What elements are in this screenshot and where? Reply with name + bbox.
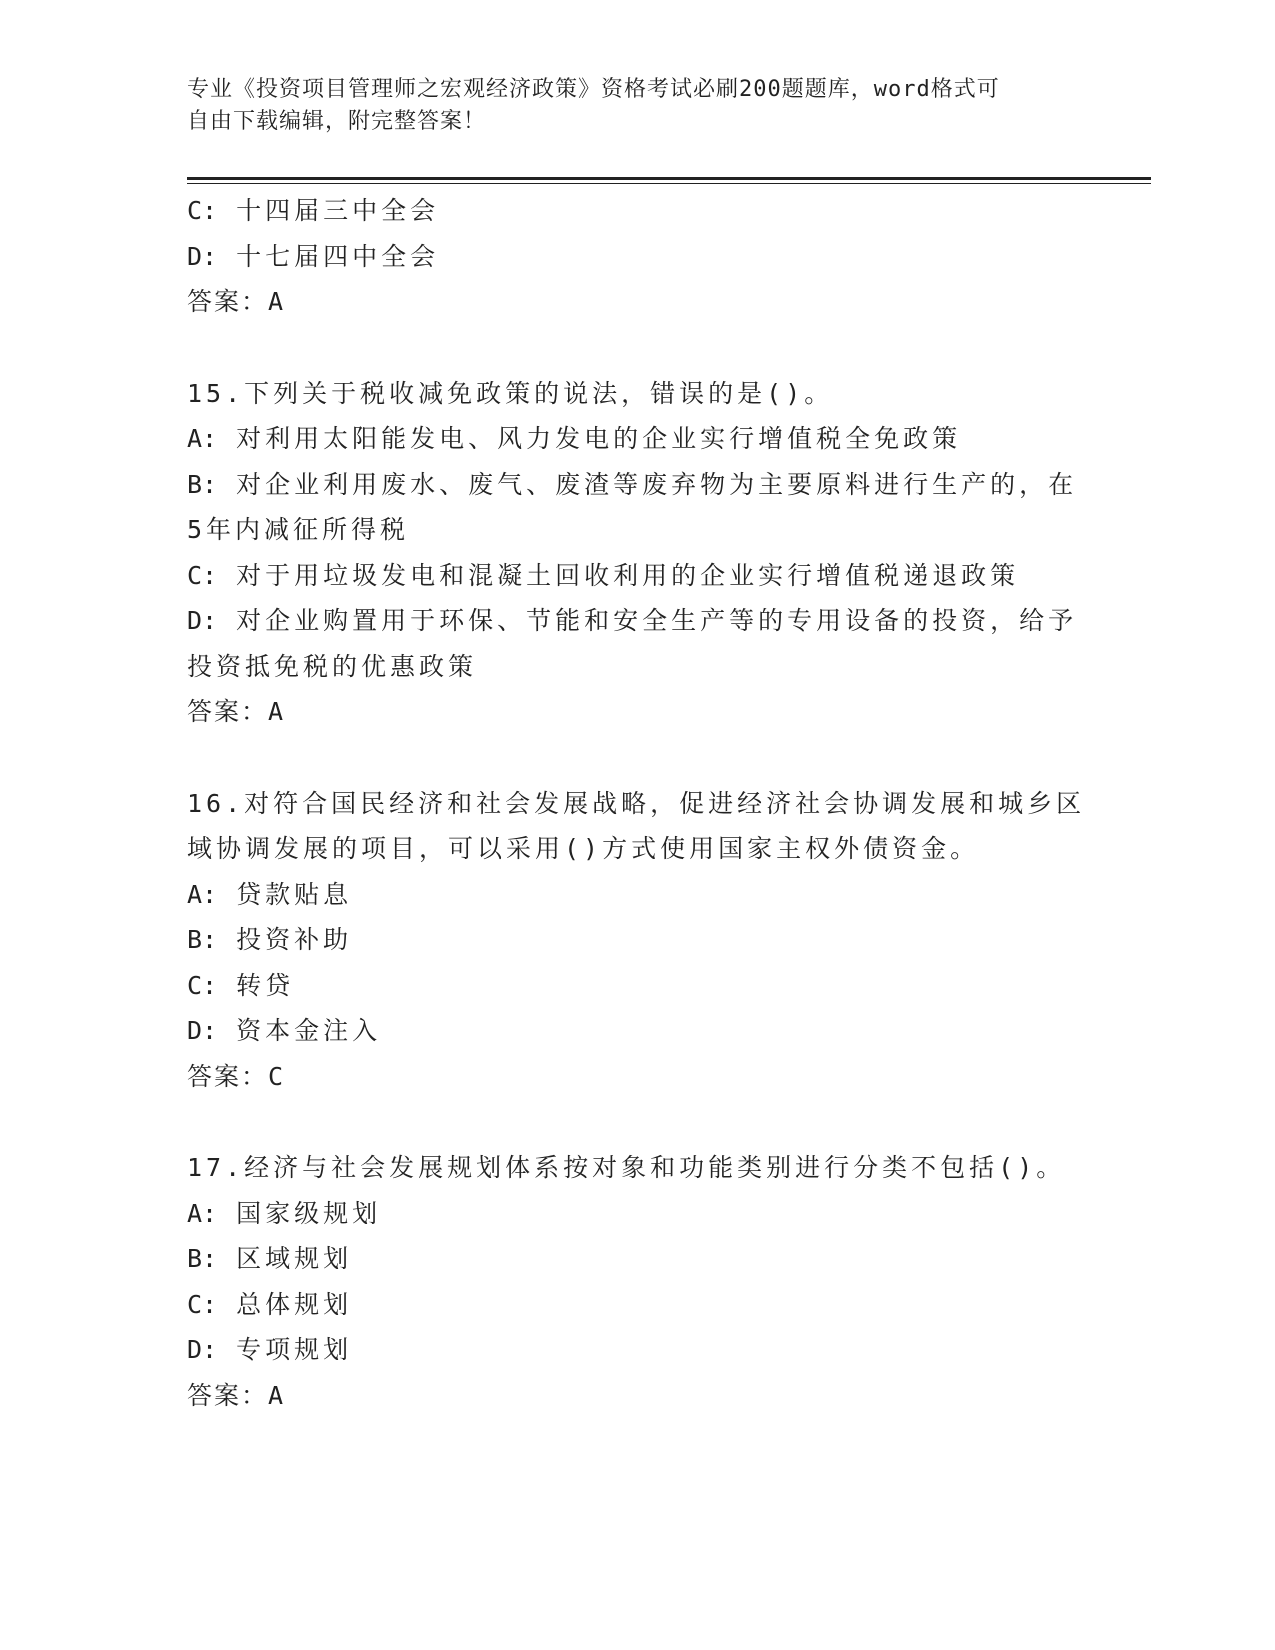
spacer xyxy=(187,325,1087,371)
option-text: 对利用太阳能发电、风力发电的企业实行增值税全免政策 xyxy=(236,424,962,453)
option-label: C: xyxy=(187,560,218,590)
header-rule-thick xyxy=(187,177,1151,180)
option-b xyxy=(187,1236,1087,1282)
option-c xyxy=(187,963,1087,1009)
option-text: 十七届四中全会 xyxy=(236,241,440,271)
document-body xyxy=(187,188,1087,1418)
option-d xyxy=(187,598,1087,644)
answer-line: 答案：A xyxy=(187,1380,286,1410)
option-text: 对于用垃圾发电和混凝土回收利用的企业实行增值税递退政策 xyxy=(236,560,1020,590)
option-d xyxy=(187,1008,1087,1054)
option-d xyxy=(187,1327,1087,1373)
carryover-block xyxy=(187,188,1087,325)
option-c xyxy=(187,1282,1087,1328)
option-label: A: xyxy=(187,424,218,453)
option-text: 对企业利用废水、废气、废渣等废弃物为主要原料进行生产的，在 xyxy=(236,469,1078,499)
option-text: 转贷 xyxy=(236,970,295,1000)
option-label: B: xyxy=(187,469,218,499)
document-header xyxy=(187,74,1067,138)
option-label: D: xyxy=(187,241,218,271)
option-a xyxy=(187,872,1087,918)
option-text: 国家级规划 xyxy=(236,1198,382,1228)
option-text: 区域规划 xyxy=(236,1244,353,1273)
option-d-continuation: 投资抵免税的优惠政策 xyxy=(187,651,478,681)
header-rule-thin xyxy=(187,183,1151,184)
option-label: B: xyxy=(187,925,218,954)
option-label: A: xyxy=(187,879,218,909)
question-16 xyxy=(187,781,1087,1100)
option-label: B: xyxy=(187,1244,218,1273)
option-label: C: xyxy=(187,1289,218,1319)
spacer xyxy=(187,1099,1087,1145)
spacer xyxy=(187,735,1087,781)
question-15 xyxy=(187,371,1087,735)
option-label: C: xyxy=(187,196,218,225)
option-d xyxy=(187,234,1087,280)
option-label: A: xyxy=(187,1198,218,1228)
option-c xyxy=(187,188,1087,234)
question-17 xyxy=(187,1145,1087,1418)
option-b xyxy=(187,462,1087,508)
option-label: D: xyxy=(187,606,218,635)
option-text: 资本金注入 xyxy=(236,1016,382,1045)
header-line-2: 自由下载编辑，附完整答案！ xyxy=(187,109,487,134)
option-text: 十四届三中全会 xyxy=(236,196,440,225)
option-label: C: xyxy=(187,970,218,1000)
option-text: 对企业购置用于环保、节能和安全生产等的专用设备的投资，给予 xyxy=(236,606,1078,635)
option-label: D: xyxy=(187,1016,218,1045)
question-stem: 16.对符合国民经济和社会发展战略，促进经济社会协调发展和城乡区 xyxy=(187,788,1086,818)
option-b xyxy=(187,917,1087,963)
option-label: D: xyxy=(187,1335,218,1364)
answer-line: 答案：A xyxy=(187,697,286,726)
option-b-continuation: 5年内减征所得税 xyxy=(187,515,410,544)
option-a xyxy=(187,1191,1087,1237)
option-text: 专项规划 xyxy=(236,1335,353,1364)
question-stem: 17.经济与社会发展规划体系按对象和功能类别进行分类不包括()。 xyxy=(187,1153,1066,1182)
option-text: 贷款贴息 xyxy=(236,879,353,909)
answer-line: 答案：A xyxy=(187,287,286,316)
question-stem: 15.下列关于税收减免政策的说法，错误的是()。 xyxy=(187,378,834,408)
question-stem-continuation: 域协调发展的项目，可以采用()方式使用国家主权外债资金。 xyxy=(187,834,980,863)
option-text: 总体规划 xyxy=(236,1289,353,1319)
option-c xyxy=(187,553,1087,599)
option-text: 投资补助 xyxy=(236,925,353,954)
header-line-1: 专业《投资项目管理师之宏观经济政策》资格考试必刷200题题库，word格式可 xyxy=(187,77,1000,102)
option-a xyxy=(187,416,1087,462)
answer-line: 答案：C xyxy=(187,1061,286,1091)
